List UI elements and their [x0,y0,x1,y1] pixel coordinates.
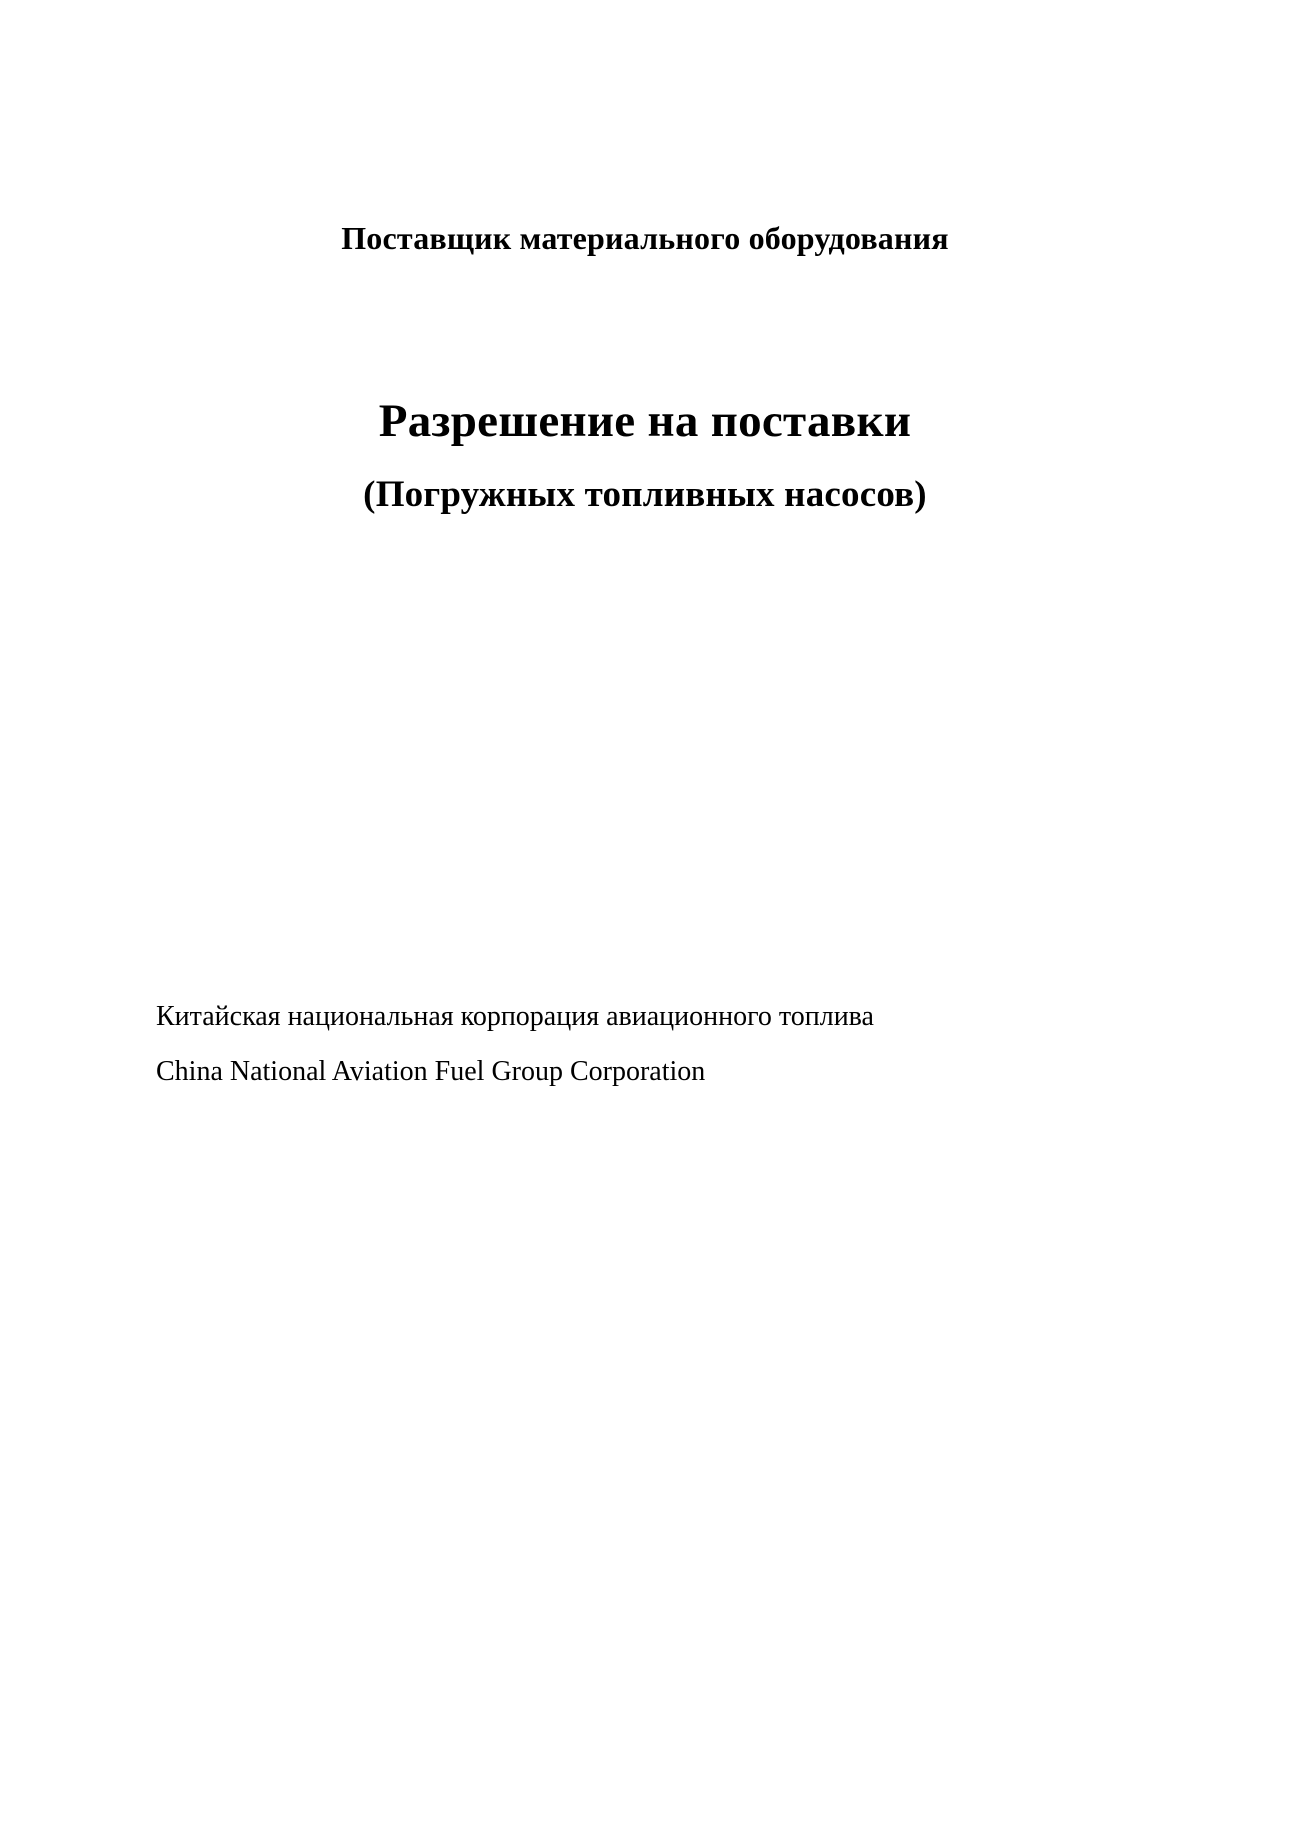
title-block [0,390,1290,521]
organization-block [156,995,1156,1094]
document-title: Разрешение на поставки [378,395,912,447]
organization-name-english: China National Aviation Fuel Group Corporation [156,1056,706,1088]
document-subtitle: (Погружных топливных насосов) [363,474,927,516]
document-header: Поставщик материального оборудования [341,220,949,256]
organization-name-russian: Китайская национальная корпорация авиационного топлива [156,1001,874,1032]
